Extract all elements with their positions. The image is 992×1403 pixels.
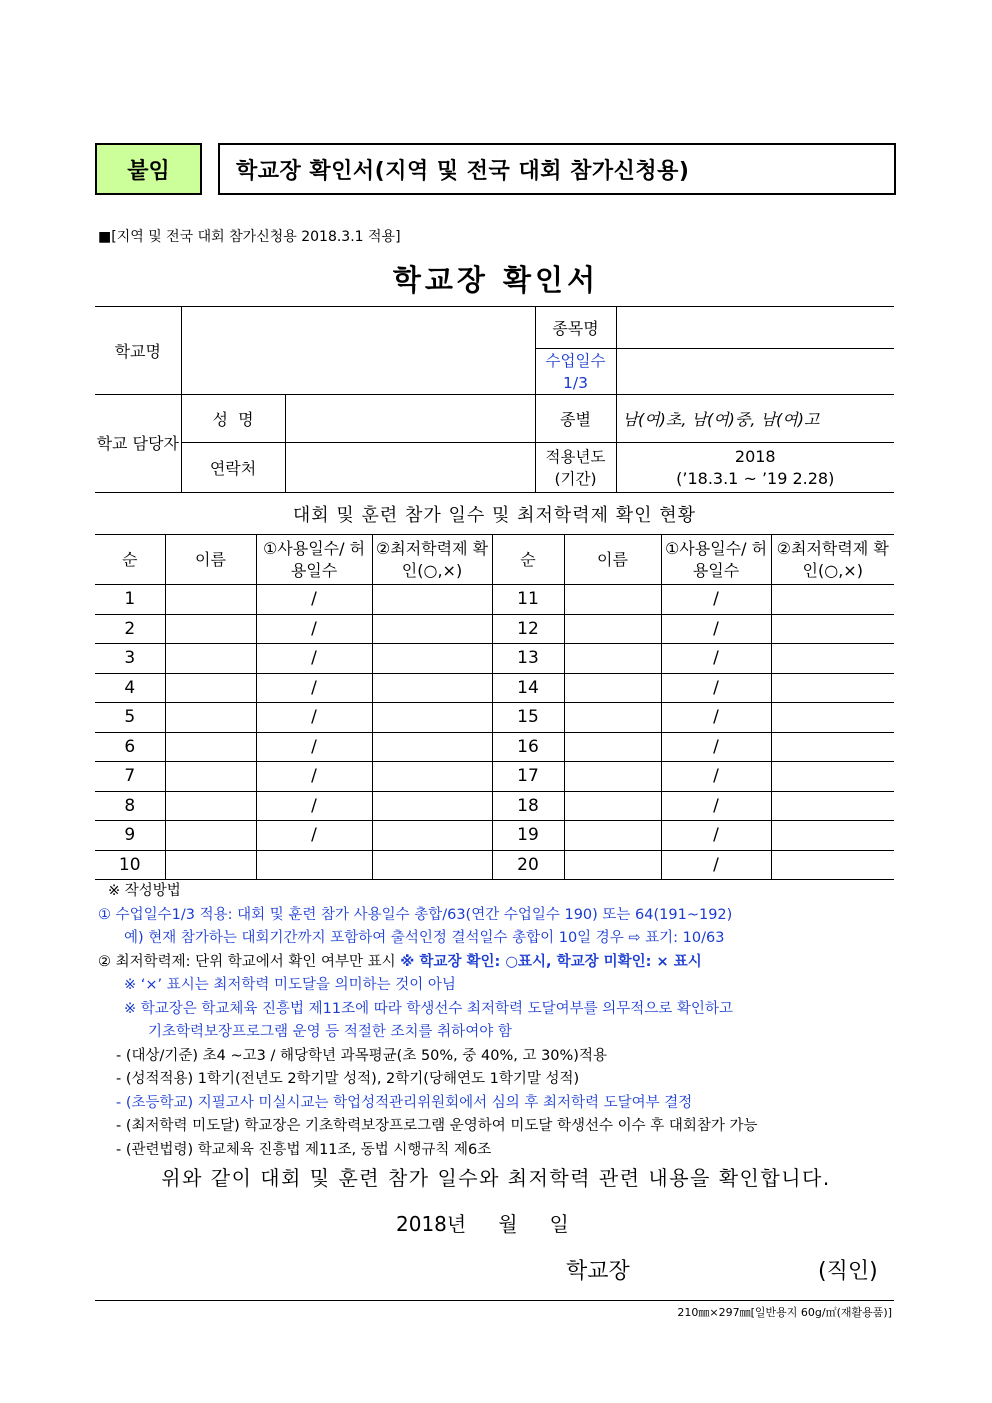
contact-label: 연락처 bbox=[181, 443, 285, 493]
table-row bbox=[95, 585, 894, 615]
row-number: 3 bbox=[95, 644, 165, 674]
name-field[interactable] bbox=[564, 821, 661, 851]
name-field[interactable] bbox=[564, 585, 661, 615]
note-1-example: 예) 현재 참가하는 대회기간까지 포함하여 출석인정 결석일수 총합이 10일 경우 ⇨ 표기: 10/63 bbox=[124, 930, 725, 946]
row-number: 15 bbox=[492, 703, 564, 733]
days-field[interactable]: / bbox=[661, 791, 771, 821]
contact-field[interactable] bbox=[285, 443, 535, 493]
check-field[interactable] bbox=[771, 703, 894, 733]
name-field[interactable] bbox=[165, 821, 256, 851]
row-number: 1 bbox=[95, 585, 165, 615]
writing-instructions bbox=[98, 880, 898, 1162]
school-name-field[interactable] bbox=[181, 307, 535, 395]
name-field[interactable] bbox=[564, 644, 661, 674]
name-field[interactable] bbox=[165, 850, 256, 880]
days-field[interactable]: / bbox=[256, 644, 372, 674]
row-number: 12 bbox=[492, 614, 564, 644]
days-field[interactable]: / bbox=[661, 762, 771, 792]
check-field[interactable] bbox=[771, 585, 894, 615]
row-number: 8 bbox=[95, 791, 165, 821]
name-field[interactable] bbox=[285, 395, 535, 443]
days-field[interactable]: / bbox=[661, 614, 771, 644]
name-field[interactable] bbox=[165, 644, 256, 674]
col-header-no: 순 bbox=[95, 535, 165, 585]
row-number: 10 bbox=[95, 850, 165, 880]
name-field[interactable] bbox=[564, 762, 661, 792]
row-number: 5 bbox=[95, 703, 165, 733]
name-field[interactable] bbox=[165, 673, 256, 703]
year-cell bbox=[616, 443, 894, 493]
row-number: 18 bbox=[492, 791, 564, 821]
days-field[interactable]: / bbox=[661, 732, 771, 762]
check-field[interactable] bbox=[771, 644, 894, 674]
year-value: 2018 bbox=[734, 446, 776, 466]
check-field[interactable] bbox=[372, 762, 492, 792]
days-field[interactable]: / bbox=[256, 585, 372, 615]
note-2b: ※ 학교장은 학교체육 진흥법 제11조에 따라 학생선수 최저학력 도달여부를 의무적으로 확인하고 bbox=[124, 1000, 733, 1017]
attachment-badge: 붙임 bbox=[95, 143, 202, 195]
col-header-name: 이름 bbox=[564, 535, 661, 585]
name-field[interactable] bbox=[165, 703, 256, 733]
row-number: 17 bbox=[492, 762, 564, 792]
days-field[interactable]: / bbox=[661, 821, 771, 851]
name-label: 성 명 bbox=[181, 395, 285, 443]
class-days-label: 수업일수 1/3 bbox=[535, 349, 616, 395]
check-field[interactable] bbox=[372, 644, 492, 674]
table-row bbox=[95, 703, 894, 733]
table-row bbox=[95, 644, 894, 674]
date-month: 월 bbox=[498, 1212, 518, 1236]
note-2-bold: ※ 학교장 확인: ○표시, 학교장 미확인: × 표시 bbox=[400, 953, 702, 970]
row-number: 6 bbox=[95, 732, 165, 762]
days-field[interactable]: / bbox=[256, 732, 372, 762]
name-field[interactable] bbox=[564, 673, 661, 703]
header-title: 학교장 확인서(지역 및 전국 대회 참가신청용) bbox=[218, 143, 896, 195]
name-field[interactable] bbox=[165, 732, 256, 762]
days-field[interactable]: / bbox=[256, 791, 372, 821]
year-label: 적용년도 (기간) bbox=[535, 443, 616, 493]
col-header-days: ①사용일수/ 허용일수 bbox=[256, 535, 372, 585]
col-header-days: ①사용일수/ 허용일수 bbox=[661, 535, 771, 585]
row-number: 20 bbox=[492, 850, 564, 880]
event-label: 종목명 bbox=[535, 307, 616, 349]
name-field[interactable] bbox=[564, 703, 661, 733]
name-field[interactable] bbox=[564, 850, 661, 880]
row-number: 7 bbox=[95, 762, 165, 792]
row-number: 14 bbox=[492, 673, 564, 703]
row-number: 9 bbox=[95, 821, 165, 851]
manager-label: 학교 담당자 bbox=[95, 395, 181, 493]
date-year: 2018년 bbox=[396, 1212, 467, 1236]
days-field[interactable]: / bbox=[256, 614, 372, 644]
paper-spec: 210㎜×297㎜[일반용지 60g/㎡(재활용품)] bbox=[677, 1306, 892, 1319]
name-field[interactable] bbox=[165, 791, 256, 821]
table-row bbox=[95, 762, 894, 792]
section-title: 대회 및 훈련 참가 일수 및 최저학력제 확인 현황 bbox=[292, 505, 697, 526]
row-number: 11 bbox=[492, 585, 564, 615]
confirm-statement: 위와 같이 대회 및 훈련 참가 일수와 최저학력 관련 내용을 확인합니다. bbox=[161, 1166, 831, 1190]
col-header-check: ②최저학력제 확인(○,×) bbox=[771, 535, 894, 585]
col-header-no: 순 bbox=[492, 535, 564, 585]
check-field[interactable] bbox=[771, 821, 894, 851]
date-day: 일 bbox=[549, 1212, 569, 1236]
note-2b-cont: 기초학력보장프로그램 운영 등 적절한 조치를 취하여야 함 bbox=[148, 1024, 512, 1040]
table-row bbox=[95, 614, 894, 644]
check-field[interactable] bbox=[372, 673, 492, 703]
info-table bbox=[95, 306, 894, 493]
days-field[interactable]: / bbox=[256, 703, 372, 733]
date-line bbox=[396, 1208, 569, 1237]
notes-title: ※ 작성방법 bbox=[108, 883, 181, 899]
principal-label: 학교장 bbox=[566, 1259, 630, 1284]
table-row bbox=[95, 791, 894, 821]
note-2 bbox=[98, 951, 898, 975]
note-2-text: ② 최저학력제: 단위 학교에서 확인 여부만 표시 bbox=[98, 953, 401, 970]
footer-divider bbox=[95, 1300, 894, 1301]
check-field[interactable] bbox=[771, 850, 894, 880]
page-title: 학교장 확인서 bbox=[392, 263, 600, 297]
days-field[interactable]: / bbox=[661, 850, 771, 880]
row-number: 16 bbox=[492, 732, 564, 762]
name-field[interactable] bbox=[564, 614, 661, 644]
note-2a: ※ ‘×’ 표시는 최저학력 미도달을 의미하는 것이 아님 bbox=[124, 977, 456, 993]
name-field[interactable] bbox=[165, 762, 256, 792]
days-field[interactable]: / bbox=[661, 644, 771, 674]
category-label: 종별 bbox=[535, 395, 616, 443]
check-field[interactable] bbox=[771, 791, 894, 821]
table-row bbox=[95, 850, 894, 880]
category-value: 남(여)초, 남(여)중, 남(여)고 bbox=[616, 395, 894, 443]
note-1: ① 수업일수1/3 적용: 대회 및 훈련 참가 사용일수 총합/63(연간 수업일수 190) 또는 64(191~192) bbox=[98, 906, 733, 923]
check-field[interactable] bbox=[372, 732, 492, 762]
check-field[interactable] bbox=[771, 614, 894, 644]
check-field[interactable] bbox=[771, 732, 894, 762]
name-field[interactable] bbox=[564, 732, 661, 762]
table-row bbox=[95, 673, 894, 703]
name-field[interactable] bbox=[564, 791, 661, 821]
days-field[interactable]: / bbox=[256, 821, 372, 851]
check-field[interactable] bbox=[771, 762, 894, 792]
row-number: 19 bbox=[492, 821, 564, 851]
table-row bbox=[95, 732, 894, 762]
check-field[interactable] bbox=[372, 821, 492, 851]
col-header-name: 이름 bbox=[165, 535, 256, 585]
row-number: 4 bbox=[95, 673, 165, 703]
note-dash-1: - (대상/기준) 초4 ~고3 / 해당학년 과목평균(초 50%, 중 40%, 고 30%)적용 bbox=[116, 1047, 607, 1064]
row-number: 13 bbox=[492, 644, 564, 674]
row-number: 2 bbox=[95, 614, 165, 644]
period-value: (’18.3.1 ~ ’19 2.28) bbox=[676, 468, 835, 488]
note-dash-2: - (성적적용) 1학기(전년도 2학기말 성적), 2학기(당해연도 1학기말 성적) bbox=[116, 1071, 580, 1087]
subheader: ■[지역 및 전국 대회 참가신청용 2018.3.1 적용] bbox=[98, 229, 401, 245]
name-field[interactable] bbox=[165, 585, 256, 615]
days-field[interactable]: / bbox=[661, 673, 771, 703]
note-dash-4: - (최저학력 미도달) 학교장은 기초학력보장프로그램 운영하여 미도달 학생선수 이수 후 대회참가 가능 bbox=[116, 1118, 758, 1134]
col-header-check: ②최저학력제 확인(○,×) bbox=[372, 535, 492, 585]
days-field[interactable]: / bbox=[661, 585, 771, 615]
table-row bbox=[95, 821, 894, 851]
days-field[interactable] bbox=[256, 850, 372, 880]
class-days-field[interactable] bbox=[616, 349, 894, 395]
check-field[interactable] bbox=[372, 614, 492, 644]
note-dash-3: - (초등학교) 지필고사 미실시교는 학업성적관리위원회에서 심의 후 최저학력 도달여부 결정 bbox=[116, 1094, 693, 1111]
check-field[interactable] bbox=[372, 585, 492, 615]
check-field[interactable] bbox=[771, 673, 894, 703]
check-field[interactable] bbox=[372, 703, 492, 733]
note-dash-5: - (관련법령) 학교체육 진흥법 제11조, 동법 시행규칙 제6조 bbox=[116, 1141, 492, 1158]
event-field[interactable] bbox=[616, 307, 894, 349]
check-field[interactable] bbox=[372, 850, 492, 880]
days-field[interactable]: / bbox=[256, 762, 372, 792]
name-field[interactable] bbox=[165, 614, 256, 644]
participation-table bbox=[95, 534, 894, 880]
days-field[interactable]: / bbox=[661, 703, 771, 733]
days-field[interactable]: / bbox=[256, 673, 372, 703]
seal-label: (직인) bbox=[818, 1259, 878, 1284]
check-field[interactable] bbox=[372, 791, 492, 821]
school-name-label: 학교명 bbox=[95, 307, 181, 395]
